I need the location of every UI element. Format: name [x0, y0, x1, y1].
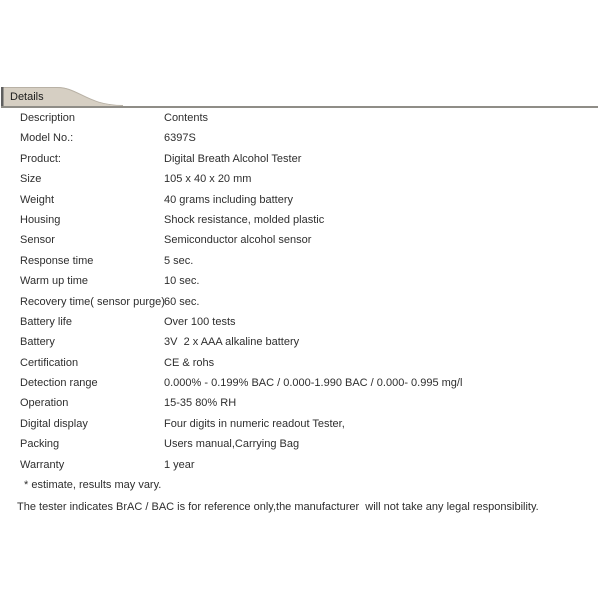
spec-value: 1 year [164, 458, 195, 471]
table-row [0, 312, 600, 332]
spec-label: Product: [20, 152, 61, 165]
table-row [0, 108, 600, 128]
table-row [0, 128, 600, 148]
spec-label: Battery life [20, 315, 72, 328]
spec-value: CE & rohs [164, 356, 215, 369]
spec-label: Warranty [20, 458, 65, 471]
spec-label: Operation [20, 397, 69, 410]
table-row [0, 210, 600, 230]
spec-label: Warm up time [20, 275, 89, 288]
table-row [0, 230, 600, 250]
spec-label: Certification [20, 356, 79, 369]
spec-value: Semiconductor alcohol sensor [164, 234, 312, 247]
table-row [0, 393, 600, 413]
spec-label: Detection range [20, 377, 98, 390]
spec-value: Digital Breath Alcohol Tester [164, 152, 302, 165]
spec-label: Sensor [20, 234, 55, 247]
spec-label: Recovery time( sensor purge) [20, 295, 165, 308]
spec-label: Digital display [20, 417, 88, 430]
estimate-note: * estimate, results may vary. [24, 479, 162, 491]
spec-value: 6397S [164, 132, 196, 145]
table-row [0, 373, 600, 393]
spec-value: 40 grams including battery [164, 193, 294, 206]
spec-value: 15-35 80% RH [164, 397, 237, 410]
spec-value: Shock resistance, molded plastic [164, 213, 325, 226]
spec-label: Weight [20, 193, 55, 206]
spec-label: Description [20, 112, 76, 124]
spec-value: 0.000% - 0.199% BAC / 0.000-1.990 BAC / 0.000- 0.995 mg/l [164, 377, 463, 390]
spec-label: Battery [20, 336, 55, 349]
tab-details-label: Details [10, 90, 44, 103]
table-row [0, 353, 600, 373]
table-row [0, 271, 600, 291]
spec-value: Over 100 tests [164, 315, 236, 328]
disclaimer-note: The tester indicates BrAC / BAC is for reference only,the manufacturer will not take any legal responsibility. [17, 501, 539, 513]
details-tab-bar [1, 87, 598, 108]
table-row [0, 149, 600, 169]
table-row [0, 190, 600, 210]
spec-value: Users manual,Carrying Bag [164, 438, 300, 451]
spec-label: Model No.: [20, 132, 74, 145]
table-row [0, 169, 600, 189]
table-row [0, 434, 600, 454]
spec-value: 60 sec. [164, 295, 200, 308]
table-row [0, 292, 600, 312]
spec-label: Packing [20, 438, 60, 451]
spec-value: Four digits in numeric readout Tester, [164, 417, 345, 430]
spec-label: Response time [20, 254, 94, 267]
spec-label: Size [20, 173, 42, 186]
table-row [0, 455, 600, 475]
spec-value: 3V 2 x AAA alkaline battery [164, 336, 300, 349]
spec-label: Housing [20, 213, 61, 226]
tab-details[interactable] [1, 87, 141, 106]
spec-value: 5 sec. [164, 254, 194, 267]
spec-value: 10 sec. [164, 275, 200, 288]
table-row [0, 414, 600, 434]
spec-value: Contents [164, 112, 209, 124]
table-row [0, 251, 600, 271]
spec-value: 105 x 40 x 20 mm [164, 173, 252, 186]
spec-table [0, 108, 600, 475]
table-row [0, 332, 600, 352]
